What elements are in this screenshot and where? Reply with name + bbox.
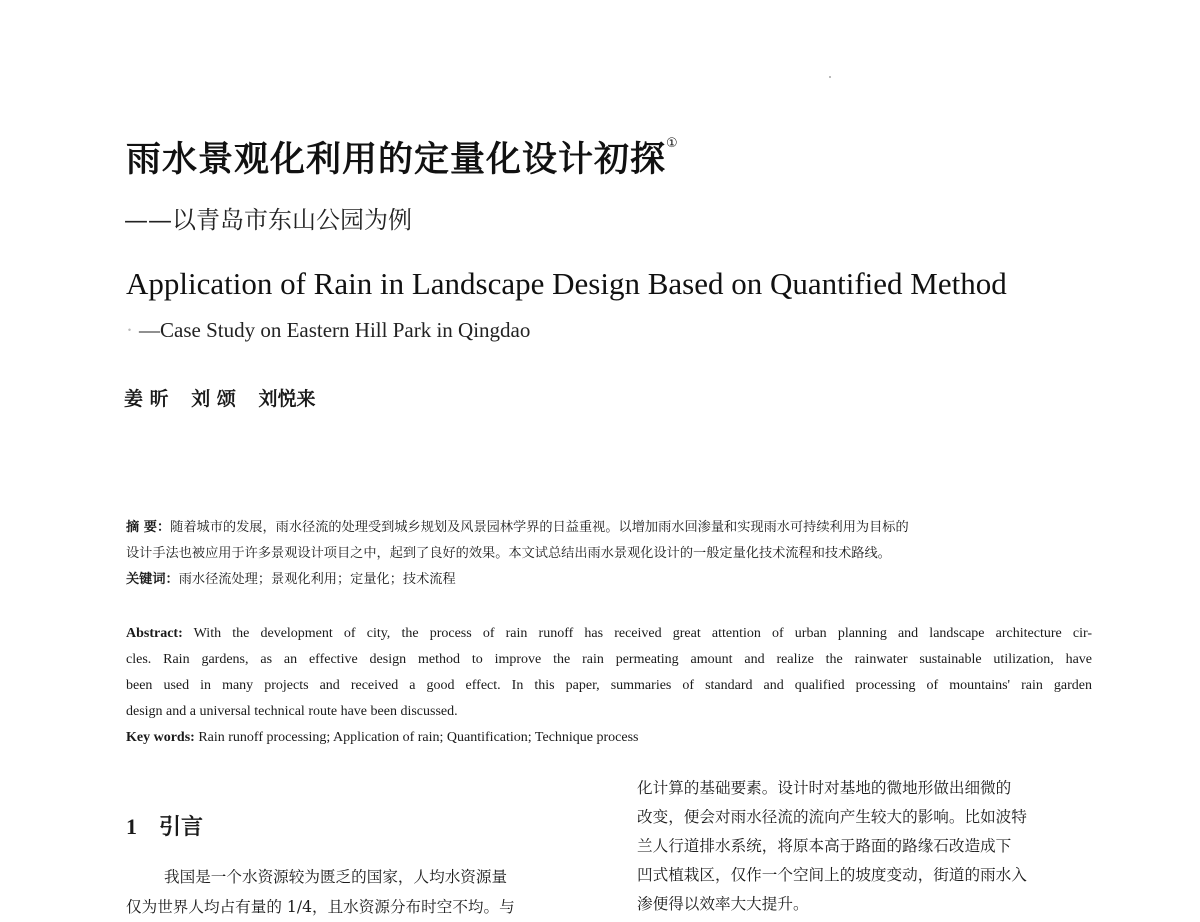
keywords-label-en: Key words: — [126, 730, 195, 745]
body-text-right-column — [637, 774, 1027, 919]
chinese-keywords-line: 关键词：雨水径流处理；景观化利用；定量化；技术流程 — [126, 572, 456, 587]
section-title: 引言 — [159, 815, 204, 840]
english-abstract-line: design and a universal technical route have been discussed. — [126, 704, 458, 719]
abstract-label-en: Abstract: — [126, 626, 183, 641]
abstract-label-cn: 摘 要： — [126, 520, 171, 535]
chinese-abstract-block — [126, 515, 1086, 593]
english-abstract-line: Abstract: With the development of city, the process of rain runoff has received great attention of urban planning and landscape architecture cir- — [126, 626, 1092, 641]
english-subtitle: · —Case Study on Eastern Hill Park in Qingdao — [126, 318, 531, 342]
chinese-subtitle: ——以青岛市东山公园为例 — [124, 206, 412, 234]
chinese-abstract-line: 摘 要：随着城市的发展，雨水径流的处理受到城乡规划及风景园林学界的日益重视。以增加雨水回渗量和实现雨水可持续利用为目标的 — [126, 520, 909, 535]
body-line: 化计算的基础要素。设计时对基地的微地形做出细微的 — [637, 779, 1012, 797]
english-abstract-block — [126, 621, 1092, 751]
body-text-left-column — [126, 862, 515, 922]
title-footnote-marker: ① — [666, 136, 679, 151]
english-abstract-line: cles. Rain gardens, as an effective design method to improve the rain permeating amount and realize the rainwater sustainable utilization, have — [126, 652, 1092, 667]
chinese-abstract-line: 设计手法也被应用于许多景观设计项目之中，起到了良好的效果。本文试总结出雨水景观化设计的一般定量化技术流程和技术路线。 — [126, 546, 891, 561]
author-name: 刘 颂 — [191, 388, 236, 410]
body-line: 兰人行道排水系统，将原本高于路面的路缘石改造成下 — [637, 837, 1012, 855]
author-name: 姜 昕 — [124, 388, 169, 410]
body-line: 改变，便会对雨水径流的流向产生较大的影响。比如波特 — [637, 808, 1027, 826]
keywords-label-cn: 关键词： — [126, 572, 179, 587]
scan-speck — [829, 76, 831, 78]
body-line: 凹式植栽区，仅作一个空间上的坡度变动，街道的雨水入 — [637, 866, 1027, 884]
author-list — [124, 384, 332, 411]
author-name: 刘悦来 — [258, 388, 316, 410]
body-line: 仅为世界人均占有量的 1/4，且水资源分布时空不均。与 — [126, 898, 515, 916]
english-abstract-line: been used in many projects and received a good effect. In this paper, summaries of standard and qualified processing of mountains' rain garden — [126, 678, 1092, 693]
english-title: Application of Rain in Landscape Design Based on Quantified Method — [126, 266, 1007, 301]
body-line: 我国是一个水资源较为匮乏的国家，人均水资源量 — [164, 868, 508, 886]
english-keywords-line: Key words: Rain runoff processing; Application of rain; Quantification; Technique process — [126, 730, 639, 745]
body-line: 渗便得以效率大大提升。 — [637, 895, 809, 913]
chinese-title: 雨水景观化利用的定量化设计初探① — [126, 136, 679, 180]
section-heading — [126, 810, 203, 841]
section-number: 1 — [126, 814, 137, 839]
